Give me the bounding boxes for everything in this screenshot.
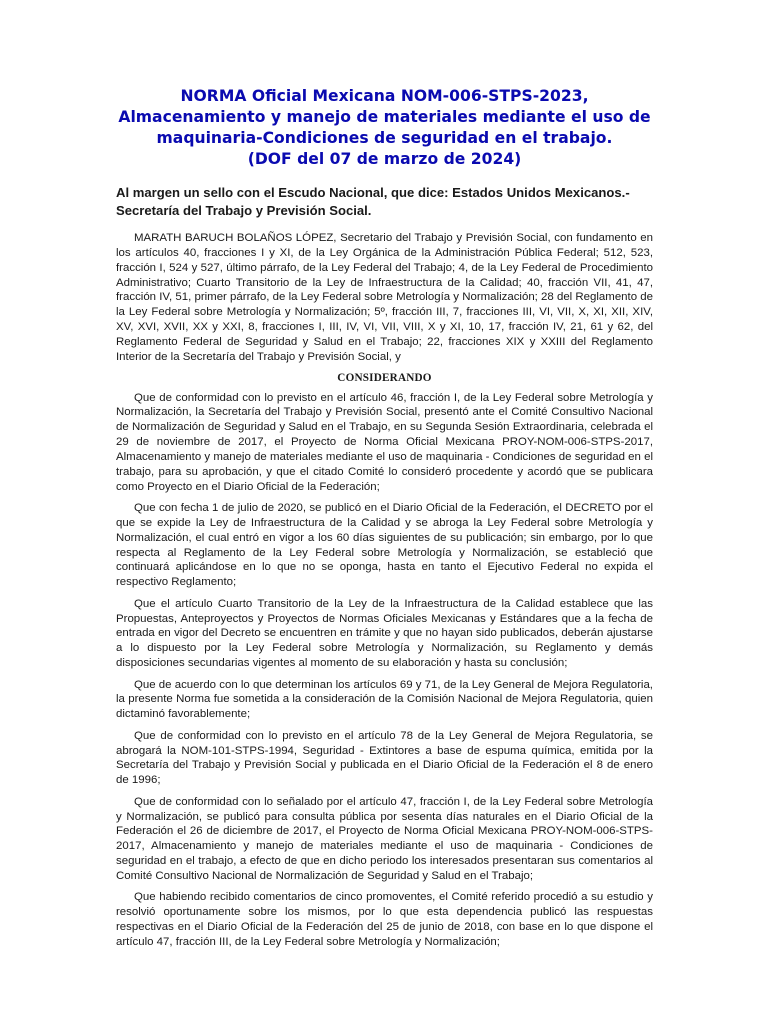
considerando-paragraph: Que de conformidad con lo señalado por el artículo 47, fracción I, de la Ley Federal sobre Metrología y Normalización, se publicó para consulta pública por sesenta días naturales en el Diario Oficial de la Federación el 26 de diciembre de 2017, el Proyecto de Norma Oficial Mexicana PROY-NOM-006-STPS-2017, Almacenamiento y manejo de materiales mediante el uso de maquinaria - Condiciones de seguridad en el trabajo, a efecto de que en dicho periodo los interesados presentaran sus comentarios al Comité Consultivo Nacional de Normalización de Seguridad y Salud en el Trabajo;	[116, 795, 653, 882]
title-line-1: NORMA Oficial Mexicana NOM-006-STPS-2023,	[180, 87, 589, 105]
title-line-4: (DOF del 07 de marzo de 2024)	[247, 150, 522, 168]
document-title	[100, 86, 669, 170]
considerando-paragraph: Que de acuerdo con lo que determinan los artículos 69 y 71, de la Ley General de Mejora Regulatoria, la presente Norma fue sometida a la consideración de la Comisión Nacional de Mejora Regulatoria, quien dictaminó favorablemente;	[116, 678, 653, 721]
considerando-paragraph: Que habiendo recibido comentarios de cinco promoventes, el Comité referido procedió a su estudio y resolvió oportunamente sobre los mismos, por lo que esta dependencia publicó las respuestas respectivas en el Diario Oficial de la Federación del 25 de junio de 2018, con base en lo que dispone el artículo 47, fracción III, de la Ley Federal sobre Metrología y Normalización;	[116, 891, 653, 948]
lead-paragraph: Al margen un sello con el Escudo Nacional, que dice: Estados Unidos Mexicanos.- Secretaría del Trabajo y Previsión Social.	[116, 185, 630, 218]
considerando-paragraph: Que con fecha 1 de julio de 2020, se publicó en el Diario Oficial de la Federación, el DECRETO por el que se expide la Ley de Infraestructura de la Calidad y se abroga la Ley Federal sobre Metrología y Normalización, el cual entró en vigor a los 60 días siguientes de su publicación; sin embargo, por lo que respecta al Reglamento de la Ley Federal sobre Metrología y Normalización, se estableció que continuará aplicándose en lo que no se oponga, hasta en tanto el Ejecutivo Federal no expida el respectivo Reglamento;	[116, 502, 653, 589]
section-heading: CONSIDERANDO	[337, 371, 432, 384]
preamble-paragraph: MARATH BARUCH BOLAÑOS LÓPEZ, Secretario del Trabajo y Previsión Social, con fundamento en los artículos 40, fracciones I y XI, de la Ley Orgánica de la Administración Pública Federal; 512, 523, fracción I, 524 y 527, último párrafo, de la Ley Federal del Trabajo; 4, de la Ley Federal de Procedimiento Administrativo; Cuarto Transitorio de la Ley de Infraestructura de la Calidad; 40, fracción VII, 41, 47, fracción IV, 51, primer párrafo, de la Ley Federal sobre Metrología y Normalización; 28 del Reglamento de la Ley Federal sobre Metrología y Normalización; 5º, fracción III, 7, fracciones III, VI, VII, X, XI, XII, XIV, XV, XVI, XVII, XX y XXI, 8, fracciones I, III, IV, VI, VII, VIII, X y XI, 10, 17, fracción IV, 21, 61 y 62, del Reglamento Federal de Seguridad y Salud en el Trabajo; 22, fracciones XIX y XXIII del Reglamento Interior de la Secretaría del Trabajo y Previsión Social, y	[116, 232, 653, 363]
considerando-paragraph: Que de conformidad con lo previsto en el artículo 78 de la Ley General de Mejora Regulatoria, se abrogará la NOM-101-STPS-1994, Seguridad - Extintores a base de espuma química, emitida por la Secretaría del Trabajo y Previsión Social y publicada en el Diario Oficial de la Federación el 8 de enero de 1996;	[116, 729, 653, 787]
considerando-paragraph: Que de conformidad con lo previsto en el artículo 46, fracción I, de la Ley Federal sobre Metrología y Normalización, la Secretaría del Trabajo y Previsión Social, presentó ante el Comité Consultivo Nacional de Normalización de Seguridad y Salud en el Trabajo, en su Segunda Sesión Extraordinaria, celebrada el 29 de noviembre de 2017, el Proyecto de Norma Oficial Mexicana PROY-NOM-006-STPS-2017, Almacenamiento y manejo de materiales mediante el uso de maquinaria - Condiciones de seguridad en el trabajo, para su aprobación, y que el citado Comité lo consideró procedente y acordó que se publicara como Proyecto en el Diario Oficial de la Federación;	[116, 391, 653, 493]
considerando-paragraph: Que el artículo Cuarto Transitorio de la Ley de la Infraestructura de la Calidad establece que las Propuestas, Anteproyectos y Proyectos de Normas Oficiales Mexicanas y Estándares que a la fecha de entrada en vigor del Decreto se encuentren en trámite y que no hayan sido publicados, deberán ajustarse a lo dispuesto por la Ley Federal sobre Metrología y Normalización, su Reglamento y demás disposiciones secundarias vigentes al momento de su elaboración y hasta su conclusión;	[116, 597, 653, 670]
title-line-3: maquinaria-Condiciones de seguridad en el trabajo.	[156, 129, 613, 147]
title-line-2: Almacenamiento y manejo de materiales mediante el uso de	[118, 108, 651, 126]
